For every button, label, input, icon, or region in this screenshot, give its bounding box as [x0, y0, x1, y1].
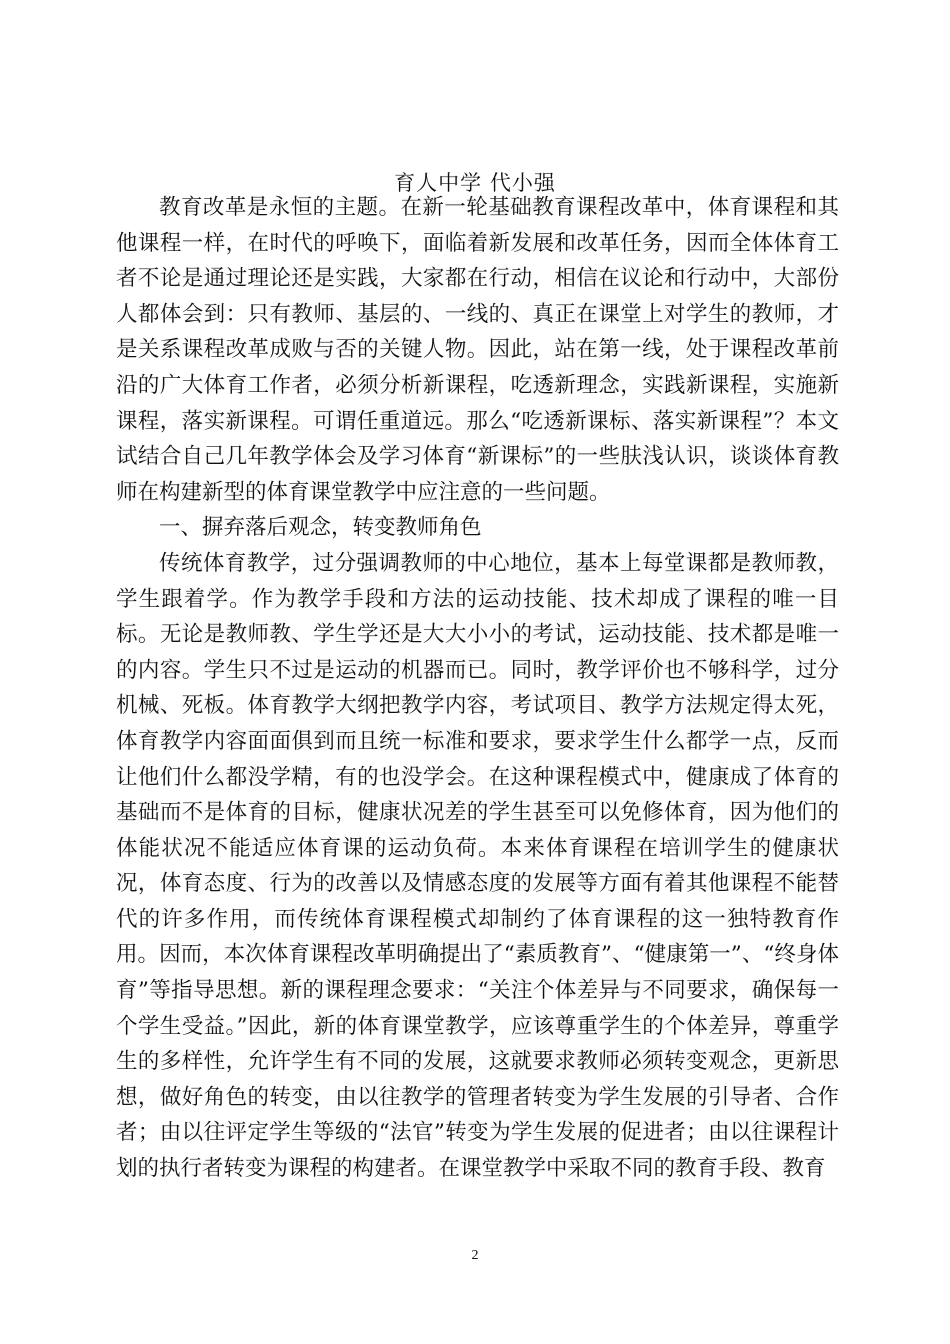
paragraph-traditional-teaching: 传统体育教学，过分强调教师的中心地位，基本上每堂课都是教师教，学生跟着学。作为教学手段和方法的运动技能、技术却成了课程的唯一目标。无论是教师教、学生学还是大大小小的考试，运动技能、技术都是唯一的内容。学生只不过是运动的机器而已。同时，教学评价也不够科学，过分机械、死板。体育教学大纲把教学内容，考试项目、教学方法规定得太死，体育教学内容面面俱到而且统一标准和要求，要求学生什么都学一点，反而让他们什么都没学精，有的也没学会。在这种课程模式中，健康成了体育的基础而不是体育的目标，健康状况差的学生甚至可以免修体育，因为他们的体能状况不能适应体育课的运动负荷。本来体育课程在培训学生的健康状况，体育态度、行为的改善以及情感态度的发展等方面有着其他课程不能替代的许多作用，而传统体育课程模式却制约了体育课程的这一独特教育作用。因而，本次体育课程改革明确提出了“素质教育”、“健康第一”、“终身体育”等指导思想。新的课程理念要求：“关注个体差异与不同要求，确保每一个学生受益。”因此，新的体育课堂教学，应该尊重学生的个体差异，尊重学生的多样性，允许学生有不同的发展，这就要求教师必须转变观念，更新思想，做好角色的转变，由以往教学的管理者转变为学生发展的引导者、合作者；由以往评定学生等级的“法官”转变为学生发展的促进者；由以往课程计划的执行者转变为课程的构建者。在课堂教学中采取不同的教育手段、教育 — [116, 550, 839, 1182]
author-line: 育人中学 代小强 — [394, 171, 556, 195]
page-number: 2 — [471, 1248, 479, 1263]
body-text — [116, 190, 839, 1187]
section-heading: 一、摒弃落后观念，转变教师角色 — [159, 515, 482, 541]
paragraph-intro: 教育改革是永恒的主题。在新一轮基础教育课程改革中，体育课程和其他课程一样，在时代的呼唤下，面临着新发展和改革任务，因而全体体育工者不论是通过理论还是实践，大家都在行动，相信在议论和行动中，大部份人都体会到：只有教师、基层的、一线的、真正在课堂上对学生的教师，才是关系课程改革成败与否的关键人物。因此，站在第一线，处于课程改革前沿的广大体育工作者，必须分析新课程，吃透新理念，实践新课程，实施新课程，落实新课程。可谓任重道远。那么“吃透新课标、落实新课程”？本文试结合自己几年教学体会及学习体育“新课标”的一些肤浅认识，谈谈体育教师在构建新型的体育课堂教学中应注意的一些问题。 — [116, 195, 839, 505]
